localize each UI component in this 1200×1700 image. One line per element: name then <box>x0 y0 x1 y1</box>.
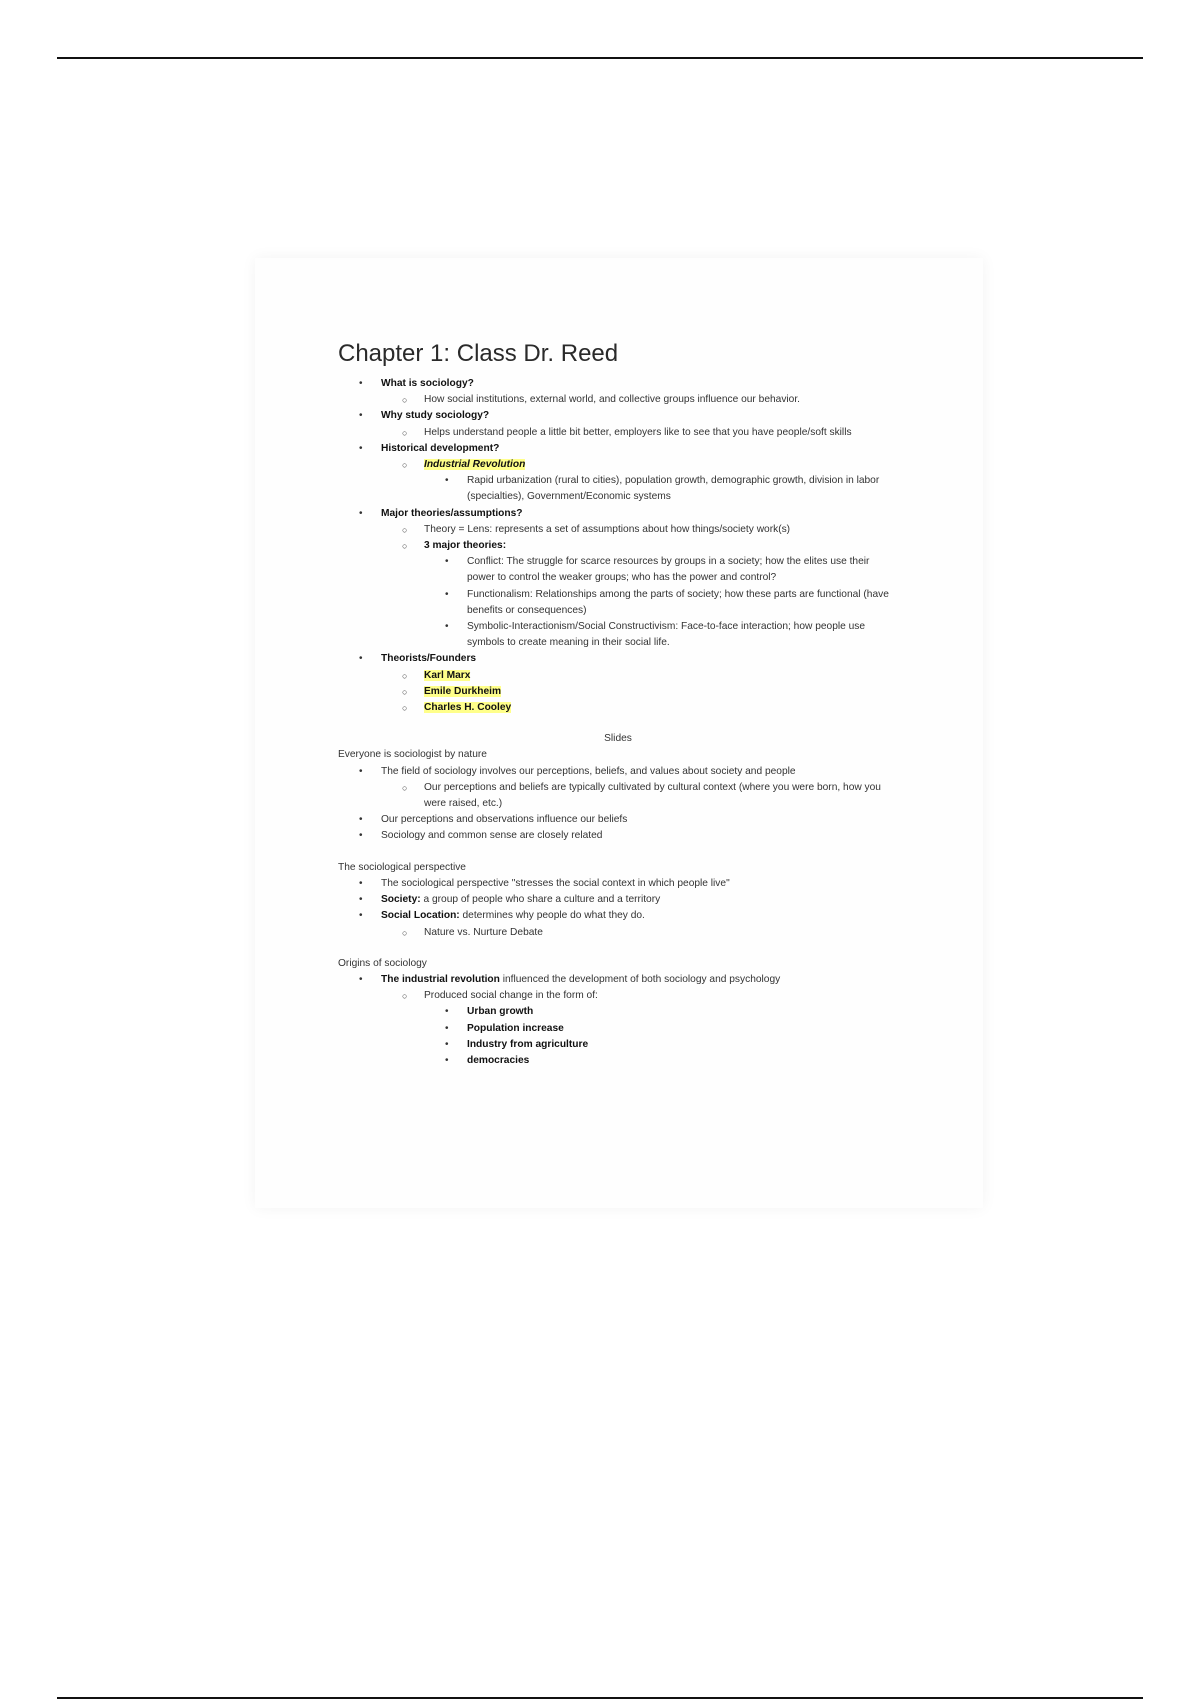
list-item <box>338 1004 898 1020</box>
bullet-icon: • <box>359 410 363 422</box>
list-item <box>338 392 898 408</box>
list-item-text: The sociological perspective "stresses the social context in which people live" <box>381 877 730 889</box>
document-page <box>255 258 983 1208</box>
bullet-icon: • <box>445 556 449 568</box>
circle-bullet-icon: ○ <box>402 427 408 438</box>
list-item-text: Theorists/Founders <box>381 653 477 665</box>
list-item <box>338 668 898 684</box>
list-item-text: Urban growth <box>467 1006 534 1018</box>
list-item-text: Symbolic-Interactionism/Social Constructivism: Face-to-face interaction; how people use symbols to create meaning in their social life. <box>467 621 866 649</box>
list-item-text: determines why people do what they do. <box>459 910 645 922</box>
list-item-text: Industry from agriculture <box>467 1038 589 1050</box>
list-item-text: Historical development? <box>381 442 500 454</box>
slides-list-1 <box>338 764 898 845</box>
list-item-text: influenced the development of both sociology and psychology <box>499 973 781 985</box>
list-item-text: Theory = Lens: represents a set of assumptions about how things/society work(s) <box>424 523 791 535</box>
list-item <box>338 700 898 716</box>
list-item-text: Rapid urbanization (rural to cities), population growth, demographic growth, division in labor (specialties), Government/Economic systems <box>467 475 880 503</box>
bullet-icon: • <box>445 1038 449 1050</box>
highlighted-text: Industrial Revolution <box>424 459 526 471</box>
list-item <box>338 538 898 554</box>
document-content <box>338 340 898 1069</box>
bullet-icon: • <box>445 588 449 600</box>
bullet-icon: • <box>359 814 363 826</box>
bullet-icon: • <box>445 1022 449 1034</box>
bullet-icon: • <box>359 830 363 842</box>
list-item-text: Social Location: <box>381 910 460 922</box>
bottom-rule <box>57 1697 1143 1699</box>
list-item <box>338 522 898 538</box>
list-item-text: Our perceptions and beliefs are typically cultivated by cultural context (where you were born, how you were raised, etc.) <box>424 781 881 810</box>
section-heading: The sociological perspective <box>338 861 466 873</box>
list-item <box>338 828 898 844</box>
list-item <box>338 651 898 667</box>
circle-bullet-icon: ○ <box>402 460 408 471</box>
highlighted-text: Emile Durkheim <box>424 685 501 697</box>
list-item <box>338 972 898 988</box>
bullet-icon: • <box>359 378 363 389</box>
list-item <box>338 408 898 424</box>
page-title: Chapter 1: Class Dr. Reed <box>338 340 619 367</box>
list-item-text: 3 major theories: <box>424 540 507 552</box>
list-item-text: The field of sociology involves our perceptions, beliefs, and values about society and people <box>381 765 796 777</box>
list-item <box>338 812 898 828</box>
slides-list-2 <box>338 876 898 941</box>
list-item-text: Why study sociology? <box>381 410 490 422</box>
highlighted-text: Charles H. Cooley <box>424 702 512 714</box>
list-item-text: a group of people who share a culture and a territory <box>420 894 661 906</box>
circle-bullet-icon: ○ <box>402 991 408 1002</box>
list-item <box>338 684 898 700</box>
list-item <box>338 925 898 941</box>
circle-bullet-icon: ○ <box>402 395 408 406</box>
list-item <box>338 764 898 780</box>
list-item-text: Functionalism: Relationships among the parts of society; how these parts are functional (have benefits or consequences) <box>467 588 889 616</box>
list-item-text: Helps understand people a little bit better, employers like to see that you have people/soft skills <box>424 426 852 438</box>
bullet-icon: • <box>359 894 363 906</box>
list-item-text: Produced social change in the form of: <box>424 990 598 1002</box>
top-rule <box>57 57 1143 59</box>
list-item-text: Major theories/assumptions? <box>381 507 523 519</box>
circle-bullet-icon: ○ <box>402 927 408 938</box>
list-item-text: How social institutions, external world, and collective groups influence our behavior. <box>424 394 801 406</box>
list-item <box>338 780 898 812</box>
list-item <box>338 457 898 473</box>
circle-bullet-icon: ○ <box>402 541 408 552</box>
list-item-text: Nature vs. Nurture Debate <box>424 926 543 938</box>
circle-bullet-icon: ○ <box>402 703 408 714</box>
list-item-text: The industrial revolution <box>381 973 500 985</box>
list-item <box>338 441 898 457</box>
list-item <box>338 876 898 892</box>
bullet-icon: • <box>359 442 363 454</box>
list-item-text: Society: <box>381 894 421 906</box>
slides-heading: Slides <box>604 733 632 745</box>
list-item <box>338 587 898 619</box>
list-item-text: Conflict: The struggle for scarce resources by groups in a society; how the elites use their power to control the weaker groups; who has the power and control? <box>467 556 870 584</box>
list-item-text: Our perceptions and observations influence our beliefs <box>381 814 628 826</box>
highlighted-text: Karl Marx <box>424 669 471 681</box>
list-item <box>338 1037 898 1053</box>
list-item <box>338 425 898 441</box>
list-item-text: What is sociology? <box>381 378 474 389</box>
list-item <box>338 1053 898 1069</box>
circle-bullet-icon: ○ <box>402 782 408 793</box>
bullet-icon: • <box>359 507 363 519</box>
bullet-icon: • <box>359 973 363 985</box>
bullet-icon: • <box>445 1006 449 1018</box>
circle-bullet-icon: ○ <box>402 670 408 681</box>
list-item-text: Population increase <box>467 1022 564 1034</box>
list-item-text: Sociology and common sense are closely related <box>381 830 603 842</box>
list-item <box>338 908 898 924</box>
list-item-text: democracies <box>467 1054 530 1066</box>
list-item <box>338 988 898 1004</box>
list-item <box>338 892 898 908</box>
list-item <box>338 1021 898 1037</box>
section-heading: Origins of sociology <box>338 957 427 969</box>
outline-list <box>338 376 898 716</box>
bullet-icon: • <box>359 765 363 777</box>
bullet-icon: • <box>445 475 449 487</box>
list-item <box>338 506 898 522</box>
list-item <box>338 554 898 586</box>
bullet-icon: • <box>359 910 363 922</box>
bullet-icon: • <box>445 1054 449 1066</box>
bullet-icon: • <box>359 653 363 665</box>
list-item <box>338 376 898 392</box>
bullet-icon: • <box>359 877 363 889</box>
circle-bullet-icon: ○ <box>402 686 408 697</box>
bullet-icon: • <box>445 621 449 633</box>
section-intro: Everyone is sociologist by nature <box>338 749 487 761</box>
list-item <box>338 619 898 651</box>
circle-bullet-icon: ○ <box>402 524 408 535</box>
list-item <box>338 473 898 505</box>
slides-list-3 <box>338 972 898 1069</box>
